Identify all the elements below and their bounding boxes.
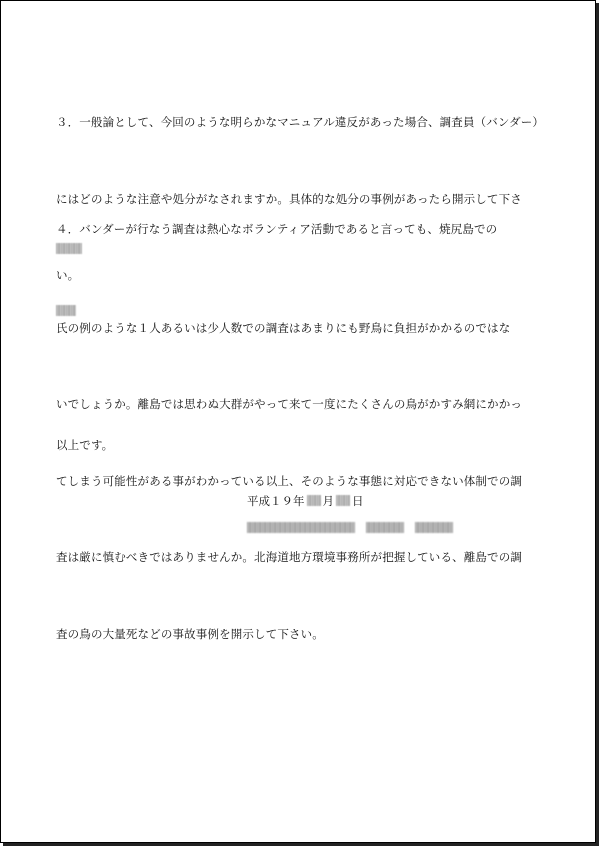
closing-text: 以上です。: [56, 438, 114, 452]
date-month-suffix: 月: [322, 494, 334, 508]
paragraph-line: 査は厳に慎むべきではありませんか。北海道地方環境事務所が把握している、離島での調: [56, 550, 522, 564]
redacted-name: [56, 305, 76, 316]
redacted-title: [366, 522, 404, 533]
date-era-year: 平成１９年: [247, 494, 305, 508]
paragraph-line: てしまう可能性がある事がわかっている以上、そのような事態に対応できない体制での調: [56, 473, 522, 488]
redacted-month: [307, 495, 321, 506]
closing-remark: [56, 382, 556, 484]
paragraph-line: [56, 217, 556, 254]
date-day-suffix: 日: [352, 494, 364, 508]
document-date: [247, 490, 364, 512]
paragraph-text: ４．バンダーが行なう調査は熱心なボランティア活動であると言っても、焼尻島での: [56, 222, 498, 236]
redacted-organization: [247, 522, 355, 533]
redacted-name: [56, 243, 82, 254]
paragraph-line: にはどのような注意や処分がなされますか。具体的な処分の事例があったら開示して下さ: [56, 191, 522, 206]
paragraph-text: 氏の例のような１人あるいは少人数での調査はあまりにも野鳥に負担がかかるのではな: [56, 320, 511, 335]
redacted-day: [336, 495, 350, 506]
paragraph-line: [56, 305, 556, 342]
paragraph-line: い。: [56, 268, 80, 282]
paragraph-line: 査の鳥の大量死などの事故事例を開示して下さい。: [56, 626, 324, 641]
paragraph-line: ３．一般論として、今回のような明らかなマニュアル違反があった場合、調査員（バンダー）: [56, 115, 545, 129]
redacted-name: [415, 522, 453, 533]
paragraph-line: いでしょうか。離島では思わぬ大群がやって来て一度にたくさんの鳥がかすみ網にかかっ: [56, 397, 522, 411]
redacted-signature-block: [247, 522, 453, 536]
